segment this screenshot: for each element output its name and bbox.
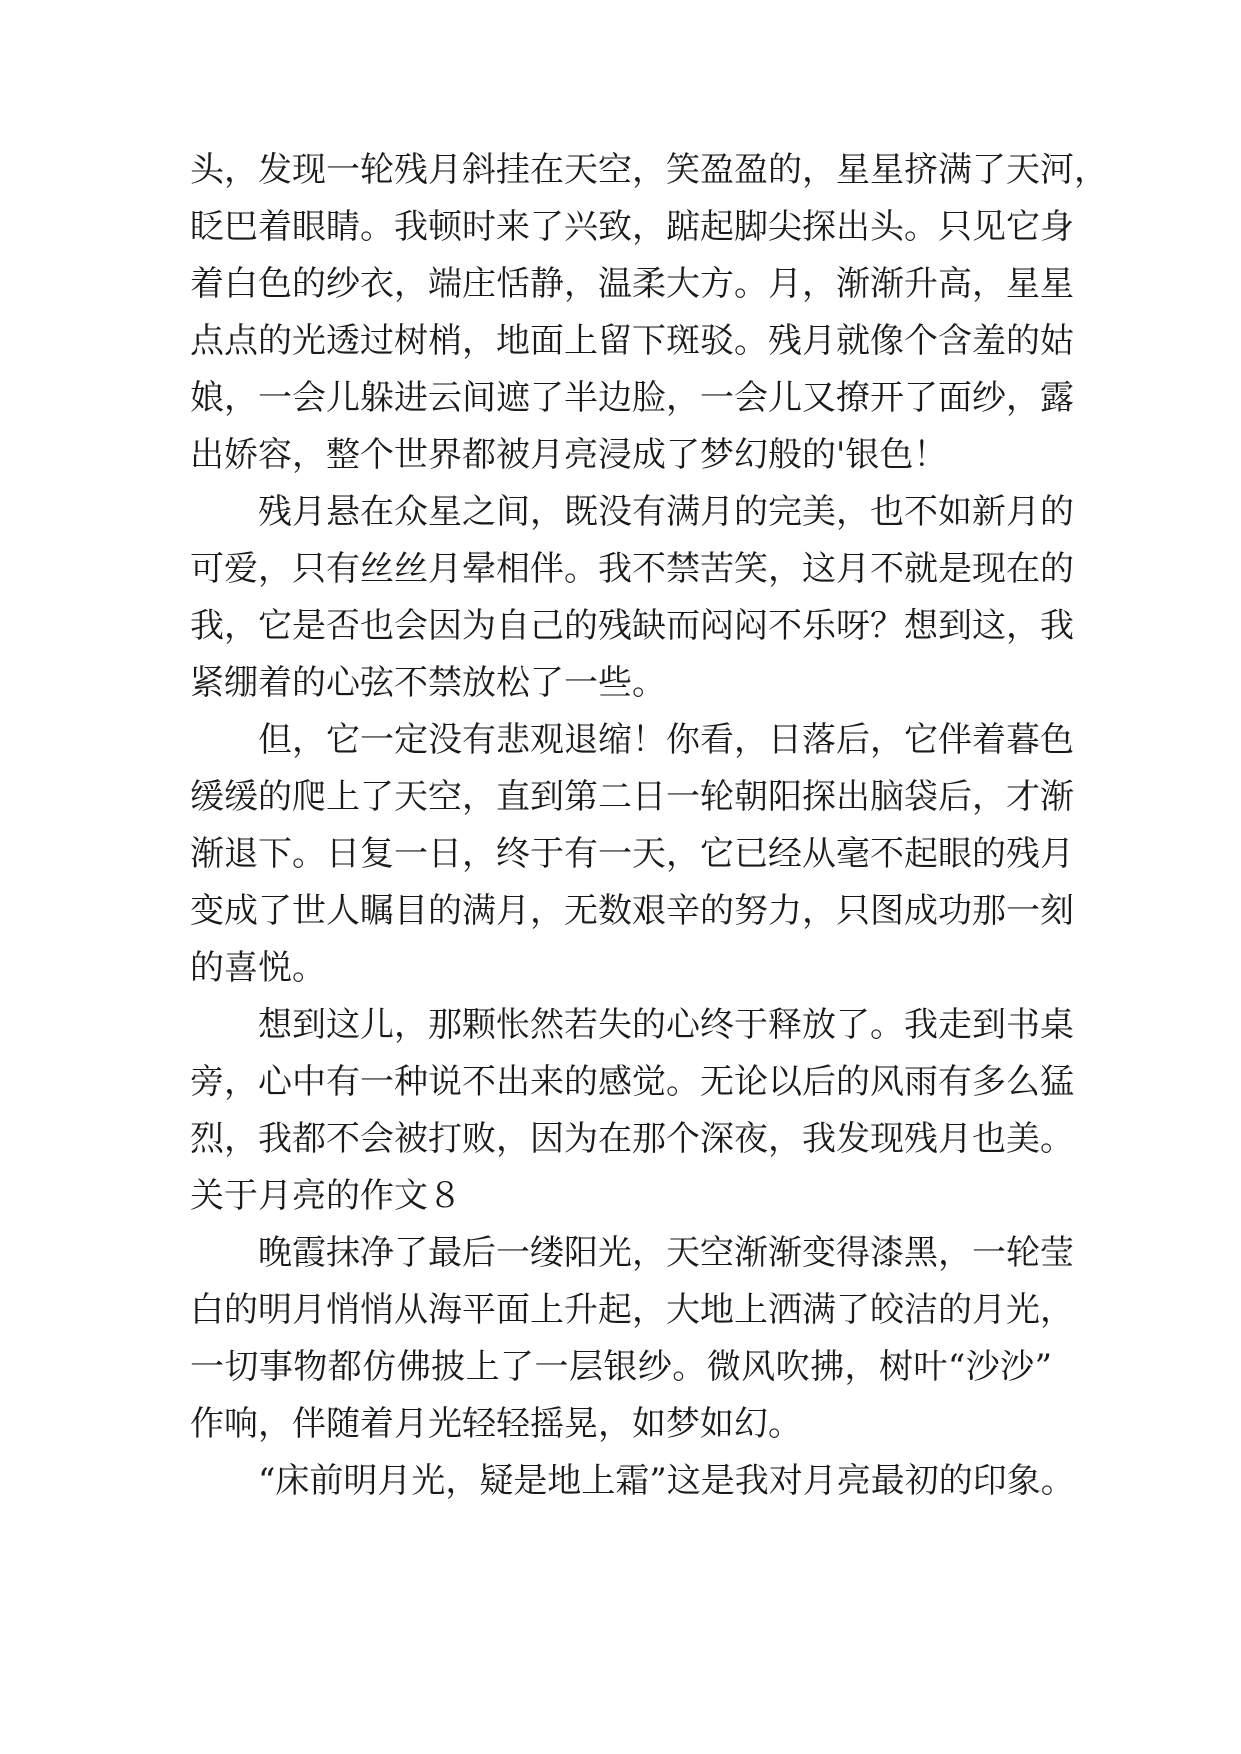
paragraph bbox=[190, 712, 1074, 997]
text-line: 变成了世人瞩目的满月，无数艰辛的努力，只图成功那一刻 bbox=[190, 891, 1074, 931]
text-line: 一切事物都仿佛披上了一层银纱。微风吹拂，树叶“沙沙” bbox=[190, 1347, 1052, 1387]
text-line: 出娇容，整个世界都被月亮浸成了梦幻般的'银色！ bbox=[190, 435, 948, 475]
text-line: 点点的光透过树梢，地面上留下斑驳。残月就像个含羞的姑 bbox=[190, 321, 1074, 361]
text-line: 娘，一会儿躲进云间遮了半边脸，一会儿又撩开了面纱，露 bbox=[190, 378, 1074, 418]
text-line: 残月悬在众星之间，既没有满月的完美，也不如新月的 bbox=[258, 492, 1074, 532]
text-line: 着白色的纱衣，端庄恬静，温柔大方。月，渐渐升高，星星 bbox=[190, 264, 1074, 304]
text-line: 作响，伴随着月光轻轻摇晃，如梦如幻。 bbox=[190, 1404, 802, 1444]
text-line: “床前明月光，疑是地上霜”这是我对月亮最初的印象。 bbox=[258, 1461, 1075, 1501]
paragraph bbox=[190, 484, 1074, 712]
text-line: 旁，心中有一种说不出来的感觉。无论以后的风雨有多么猛 bbox=[190, 1062, 1074, 1102]
text-line: 烈，我都不会被打败，因为在那个深夜，我发现残月也美。 bbox=[190, 1119, 1074, 1159]
section-title: 关于月亮的作文８ bbox=[190, 1176, 462, 1216]
text-line: 眨巴着眼睛。我顿时来了兴致，踮起脚尖探出头。只见它身 bbox=[190, 207, 1074, 247]
paragraph bbox=[190, 1453, 1075, 1510]
text-line: 可爱，只有丝丝月晕相伴。我不禁苦笑，这月不就是现在的 bbox=[190, 549, 1074, 589]
text-line: 头，发现一轮残月斜挂在天空，笑盈盈的，星星挤满了天河， bbox=[190, 150, 1108, 190]
paragraph bbox=[190, 142, 1108, 484]
text-line: 但，它一定没有悲观退缩！你看，日落后，它伴着暮色 bbox=[258, 720, 1074, 760]
text-line: 的喜悦。 bbox=[190, 948, 326, 988]
text-line: 想到这儿，那颗怅然若失的心终于释放了。我走到书桌 bbox=[258, 1005, 1074, 1045]
text-line: 缓缓的爬上了天空，直到第二日一轮朝阳探出脑袋后，才渐 bbox=[190, 777, 1074, 817]
paragraph bbox=[190, 997, 1074, 1168]
document-body bbox=[190, 142, 1108, 1510]
paragraph bbox=[190, 1225, 1074, 1453]
text-line: 紧绷着的心弦不禁放松了一些。 bbox=[190, 663, 666, 703]
text-line: 渐退下。日复一日，终于有一天，它已经从毫不起眼的残月 bbox=[190, 834, 1074, 874]
text-line: 我，它是否也会因为自己的残缺而闷闷不乐呀？想到这，我 bbox=[190, 606, 1074, 646]
text-line: 晚霞抹净了最后一缕阳光，天空渐渐变得漆黑，一轮莹 bbox=[258, 1233, 1074, 1273]
text-line: 白的明月悄悄从海平面上升起，大地上洒满了皎洁的月光， bbox=[190, 1290, 1074, 1330]
